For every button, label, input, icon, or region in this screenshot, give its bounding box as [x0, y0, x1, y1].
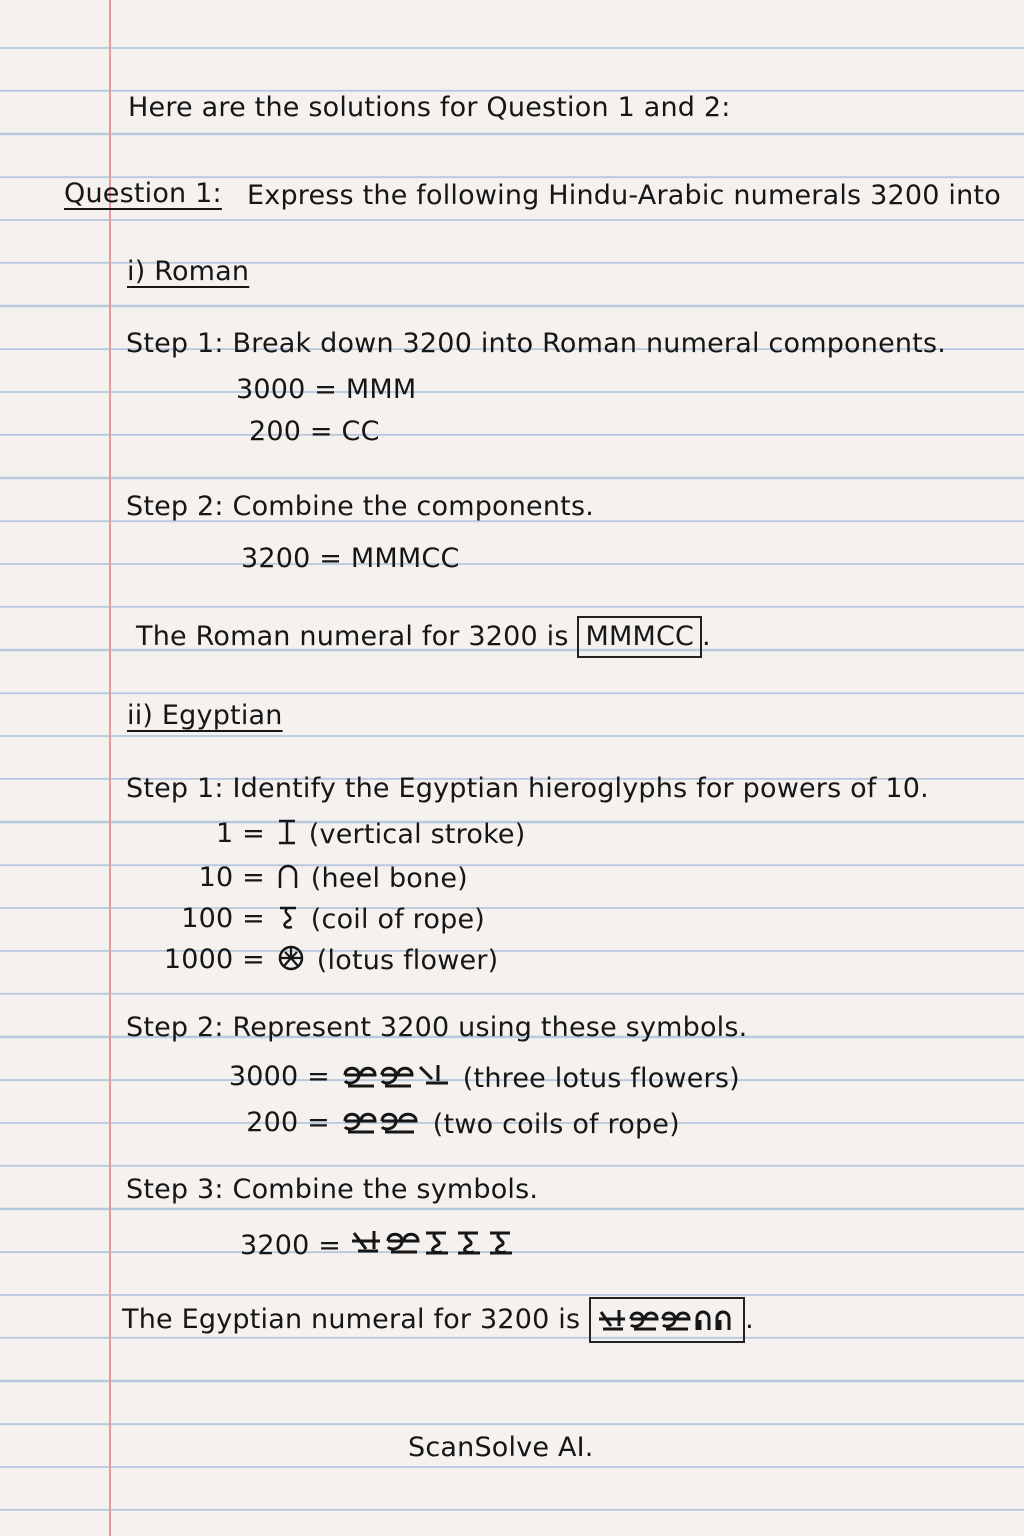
egyptian-combined-value: 3200 =: [240, 1230, 342, 1261]
roman-result-prefix: The Roman numeral for 3200 is: [136, 621, 569, 652]
roman-result-period: .: [702, 621, 711, 652]
glyph-value-1: 1 =: [216, 818, 265, 849]
question1-text: Express the following Hindu-Arabic numerals 3200 into: [247, 180, 1001, 211]
question1-label: Question 1:: [64, 178, 222, 209]
vertical-stroke-icon: [276, 818, 298, 853]
rep-3000-row: [342, 1061, 740, 1098]
glyph-desc-10: (heel bone): [310, 863, 468, 894]
roman-combined: 3200 = MMMCC: [241, 543, 460, 574]
rep-3000-value: 3000 =: [228, 1061, 330, 1092]
rep-200-row: [342, 1107, 680, 1144]
glyph-value-10: 10 =: [198, 862, 265, 893]
heel-bone-icon: [276, 862, 300, 897]
rep-200-desc: (two coils of rope): [432, 1109, 680, 1140]
glyph-desc-1: (vertical stroke): [308, 819, 526, 850]
roman-comp-3000: 3000 = MMM: [236, 374, 417, 405]
glyph-row-1: [276, 818, 525, 853]
roman-comp-200: 200 = CC: [249, 416, 380, 447]
coil-of-rope-icon: [276, 903, 300, 938]
egyptian-result-period: .: [745, 1304, 754, 1335]
egyptian-heading: ii) Egyptian: [127, 700, 283, 731]
rep-200-value: 200 =: [246, 1107, 330, 1138]
lotus-flower-icon: [276, 944, 306, 979]
glyph-desc-100: (coil of rope): [310, 904, 485, 935]
roman-step2: Step 2: Combine the components.: [126, 491, 595, 522]
intro-text: Here are the solutions for Question 1 and 2:: [128, 92, 731, 123]
egyptian-result: [122, 1297, 754, 1343]
footer-text: ScanSolve AI.: [408, 1432, 594, 1463]
egyptian-combined: [240, 1227, 530, 1266]
rep-3000-desc: (three lotus flowers): [462, 1063, 740, 1094]
roman-heading: i) Roman: [127, 256, 250, 287]
margin-line: [109, 0, 111, 1536]
glyph-row-1000: [276, 944, 498, 979]
glyph-row-100: [276, 903, 485, 938]
combined-hieroglyphs-icon: [350, 1227, 528, 1266]
roman-result: [136, 616, 711, 658]
egyptian-result-hieroglyphs-icon: [597, 1306, 737, 1336]
egyptian-result-box: [589, 1297, 745, 1343]
roman-step1: Step 1: Break down 3200 into Roman numeral components.: [126, 328, 947, 359]
two-coils-of-rope-icon: [342, 1107, 422, 1144]
egyptian-step2: Step 2: Represent 3200 using these symbols.: [126, 1012, 748, 1043]
glyph-value-100: 100 =: [181, 903, 265, 934]
egyptian-result-prefix: The Egyptian numeral for 3200 is: [122, 1304, 581, 1335]
three-lotus-flowers-icon: [342, 1061, 452, 1098]
egyptian-step3: Step 3: Combine the symbols.: [126, 1174, 539, 1205]
egyptian-step1: Step 1: Identify the Egyptian hieroglyphs for powers of 10.: [126, 773, 929, 804]
glyph-value-1000: 1000 =: [163, 944, 265, 975]
roman-result-box: MMMCC: [577, 616, 702, 658]
glyph-row-10: [276, 862, 468, 897]
glyph-desc-1000: (lotus flower): [316, 945, 499, 976]
